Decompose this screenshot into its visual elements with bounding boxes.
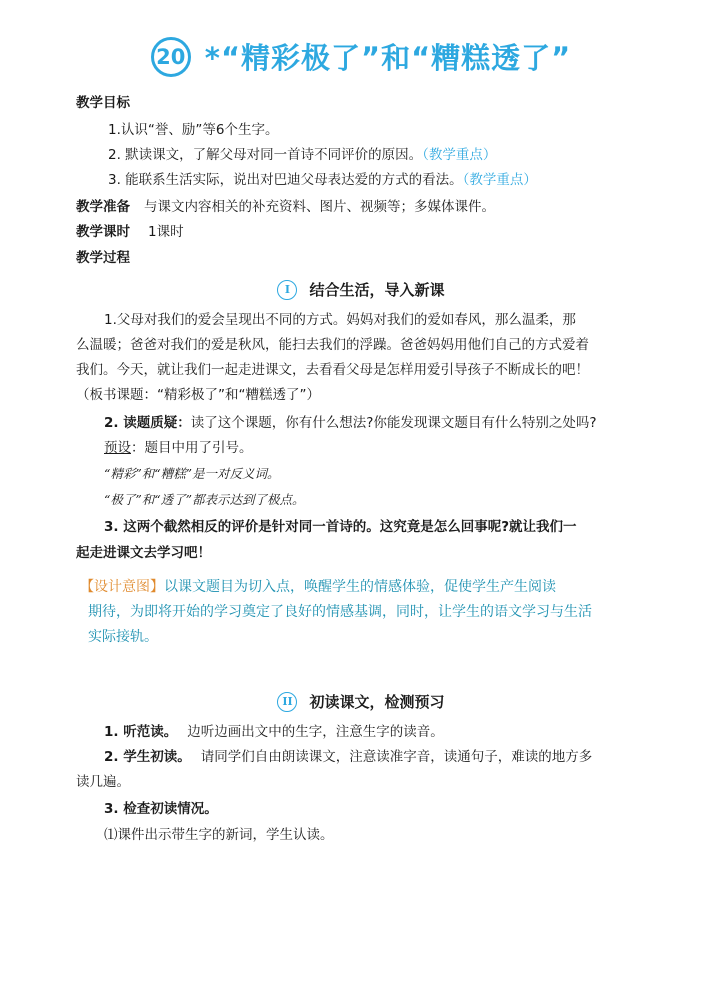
teaching-prep-text: 与课文内容相关的补充资料、图片、视频等；多媒体课件。: [144, 199, 495, 215]
objectives-heading: 教学目标: [76, 95, 130, 111]
objective-item-2: [108, 146, 496, 164]
section-1-title: 结合生活，导入新课: [309, 281, 445, 299]
s2-item-1-text: 边听边画出文中的生字，注意生字的读音。: [187, 724, 444, 740]
objective-item-1: 1.认识“誉、励”等6个生字。: [108, 122, 279, 138]
s2-item-1: [104, 723, 444, 741]
s1-p2: [104, 414, 597, 432]
handwritten-note-1: “精彩”和“糟糕”是一对反义词。: [104, 466, 280, 481]
s2-item-3: 3. 检查初读情况。: [104, 801, 218, 817]
s2-item-2-cont: 读几遍。: [76, 774, 130, 790]
lesson-number-badge: 20: [151, 37, 191, 77]
preset-label: 预设: [104, 440, 131, 456]
s1-p1-line3: 我们。今天，就让我们一起走进课文，去看看父母是怎样用爱引导孩子不断成长的吧！: [76, 362, 589, 378]
section-2-title: 初读课文，检测预习: [309, 693, 445, 711]
section-2-numeral: II: [277, 692, 297, 712]
s1-p1-line2: 么温暖；爸爸对我们的爱是秋风，能扫去我们的浮躁。爸爸妈妈用他们自己的方式爱着: [76, 337, 589, 353]
design-intent-label: 【设计意图】: [80, 579, 164, 595]
s2-item-2-text: 请同学们自由朗读课文，注意读准字音，读通句子，难读的地方多: [200, 749, 593, 765]
lesson-title: [0, 36, 722, 77]
s1-p2-text: 读了这个课题，你有什么想法?你能发现课文题目有什么特别之处吗?: [190, 415, 597, 431]
s2-item-2: [104, 748, 592, 766]
s2-item-3-sub: ⑴课件出示带生字的新词，学生认读。: [104, 827, 334, 843]
key-point-tag: （教学重点）: [462, 172, 537, 188]
design-intent-line-2: 期待，为即将开始的学习奠定了良好的情感基调，同时，让学生的语文学习与生活: [88, 604, 592, 620]
handwritten-note-2: “极了”和“透了”都表示达到了极点。: [104, 492, 305, 507]
page-title: *“精彩极了”和“糟糕透了”: [204, 41, 572, 75]
design-intent-line-3: 实际接轨。: [88, 629, 158, 645]
s1-p2-label: 2. 读题质疑：: [104, 415, 191, 431]
s1-p1-line1: 1.父母对我们的爱会呈现出不同的方式。妈妈对我们的爱如春风，那么温柔，那: [104, 312, 576, 328]
teaching-hours-text: 1课时: [148, 224, 184, 240]
s1-p1-line4: （板书课题：“精彩极了”和“糟糕透了”）: [76, 387, 320, 403]
key-point-tag: （教学重点）: [422, 147, 497, 163]
section-1-header: [0, 279, 722, 300]
objective-item-3-text: 3. 能联系生活实际，说出对巴迪父母表达爱的方式的看法。: [108, 172, 463, 188]
s2-item-1-label: 1. 听范读。: [104, 724, 178, 740]
design-intent-text-1: 以课文题目为切入点，唤醒学生的情感体验，促使学生产生阅读: [164, 579, 556, 595]
s2-item-2-label: 2. 学生初读。: [104, 749, 191, 765]
objective-item-2-text: 2. 默读课文，了解父母对同一首诗不同评价的原因。: [108, 147, 423, 163]
s1-p3-line1: 3. 这两个截然相反的评价是针对同一首诗的。这究竟是怎么回事呢?就让我们一: [104, 519, 577, 535]
s1-p3-line2: 起走进课文去学习吧！: [76, 545, 211, 561]
teaching-prep-label: 教学准备: [76, 199, 130, 215]
objective-item-3: [108, 171, 537, 189]
section-1-numeral: I: [277, 280, 297, 300]
teaching-hours-label: 教学课时: [76, 224, 130, 240]
process-heading: 教学过程: [76, 250, 130, 266]
preset-text: ：题目中用了引号。: [131, 440, 253, 456]
design-intent-block: [80, 575, 640, 650]
design-intent-line-1: [80, 575, 640, 600]
s1-preset: [104, 439, 253, 457]
section-2-header: [0, 691, 722, 712]
teaching-prep: [76, 198, 495, 216]
teaching-hours: [76, 223, 184, 241]
